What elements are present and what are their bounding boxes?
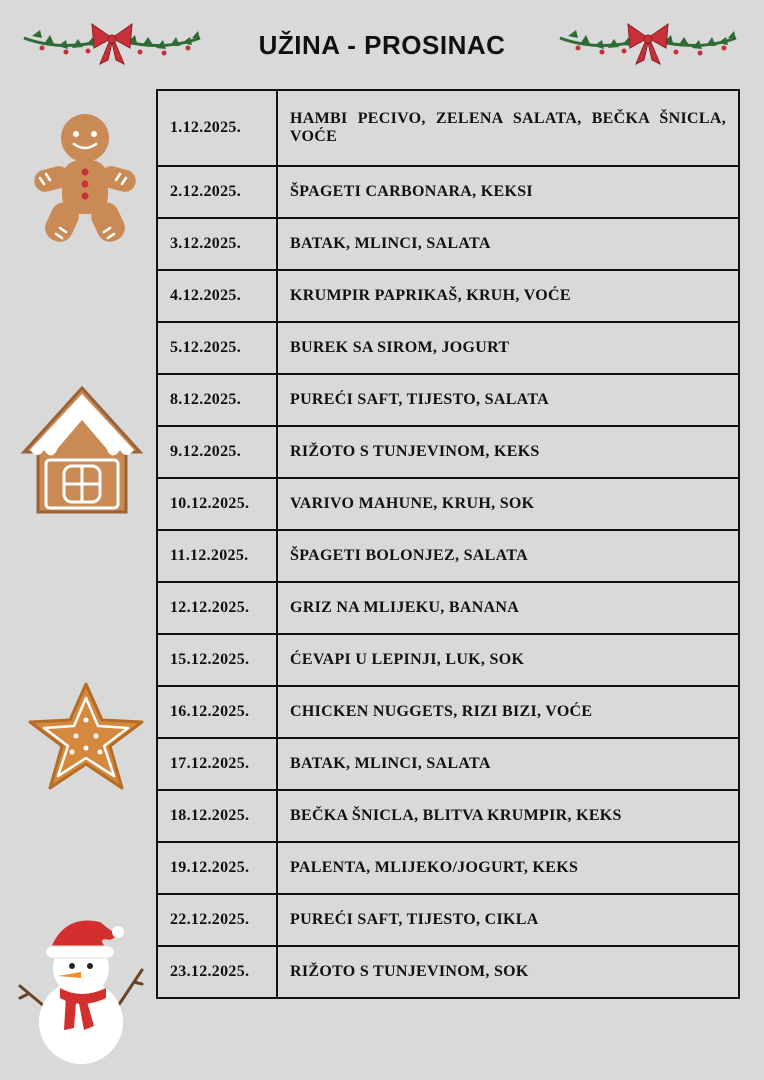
table-row (157, 478, 739, 530)
menu-meal: BATAK, MLINCI, SALATA (277, 218, 739, 270)
table-row (157, 530, 739, 582)
menu-date: 11.12.2025. (157, 530, 277, 582)
table-row (157, 842, 739, 894)
table-row (157, 738, 739, 790)
table-row (157, 90, 739, 166)
snack-menu-table (156, 89, 740, 999)
menu-meal: ŠPAGETI CARBONARA, KEKSI (277, 166, 739, 218)
menu-date: 22.12.2025. (157, 894, 277, 946)
menu-meal: RIŽOTO S TUNJEVINOM, SOK (277, 946, 739, 998)
menu-date: 16.12.2025. (157, 686, 277, 738)
menu-meal: BATAK, MLINCI, SALATA (277, 738, 739, 790)
snowman-icon (14, 910, 148, 1070)
table-row (157, 426, 739, 478)
menu-meal: BEČKA ŠNICLA, BLITVA KRUMPIR, KEKS (277, 790, 739, 842)
table-row (157, 322, 739, 374)
menu-date: 19.12.2025. (157, 842, 277, 894)
menu-date: 8.12.2025. (157, 374, 277, 426)
menu-table-body (157, 90, 739, 998)
table-row (157, 270, 739, 322)
menu-meal: BUREK SA SIROM, JOGURT (277, 322, 739, 374)
menu-date: 12.12.2025. (157, 582, 277, 634)
menu-meal: KRUMPIR PAPRIKAŠ, KRUH, VOĆE (277, 270, 739, 322)
table-row (157, 166, 739, 218)
table-row (157, 946, 739, 998)
table-row (157, 634, 739, 686)
table-row (157, 582, 739, 634)
menu-date: 23.12.2025. (157, 946, 277, 998)
menu-meal: ŠPAGETI BOLONJEZ, SALATA (277, 530, 739, 582)
table-row (157, 686, 739, 738)
menu-date: 1.12.2025. (157, 90, 277, 166)
gingerbread-house-icon (18, 380, 146, 520)
menu-date: 4.12.2025. (157, 270, 277, 322)
page-title: UŽINA - PROSINAC (258, 30, 506, 60)
table-row (157, 790, 739, 842)
menu-meal: GRIZ NA MLIJEKU, BANANA (277, 582, 739, 634)
menu-date: 10.12.2025. (157, 478, 277, 530)
menu-date: 2.12.2025. (157, 166, 277, 218)
menu-date: 15.12.2025. (157, 634, 277, 686)
menu-meal: PALENTA, MLIJEKO/JOGURT, KEKS (277, 842, 739, 894)
menu-meal: HAMBI PECIVO, ZELENA SALATA, BEČKA ŠNICLA, VOĆE (277, 90, 739, 166)
star-cookie-icon (26, 680, 146, 796)
menu-meal: PUREĆI SAFT, TIJESTO, SALATA (277, 374, 739, 426)
table-row (157, 218, 739, 270)
gingerbread-man-icon (30, 110, 140, 250)
table-row (157, 374, 739, 426)
menu-date: 5.12.2025. (157, 322, 277, 374)
menu-meal: RIŽOTO S TUNJEVINOM, KEKS (277, 426, 739, 478)
menu-date: 3.12.2025. (157, 218, 277, 270)
menu-date: 18.12.2025. (157, 790, 277, 842)
menu-meal: VARIVO MAHUNE, KRUH, SOK (277, 478, 739, 530)
menu-date: 9.12.2025. (157, 426, 277, 478)
menu-meal: CHICKEN NUGGETS, RIZI BIZI, VOĆE (277, 686, 739, 738)
menu-meal: PUREĆI SAFT, TIJESTO, CIKLA (277, 894, 739, 946)
table-row (157, 894, 739, 946)
menu-date: 17.12.2025. (157, 738, 277, 790)
menu-meal: ĆEVAPI U LEPINJI, LUK, SOK (277, 634, 739, 686)
